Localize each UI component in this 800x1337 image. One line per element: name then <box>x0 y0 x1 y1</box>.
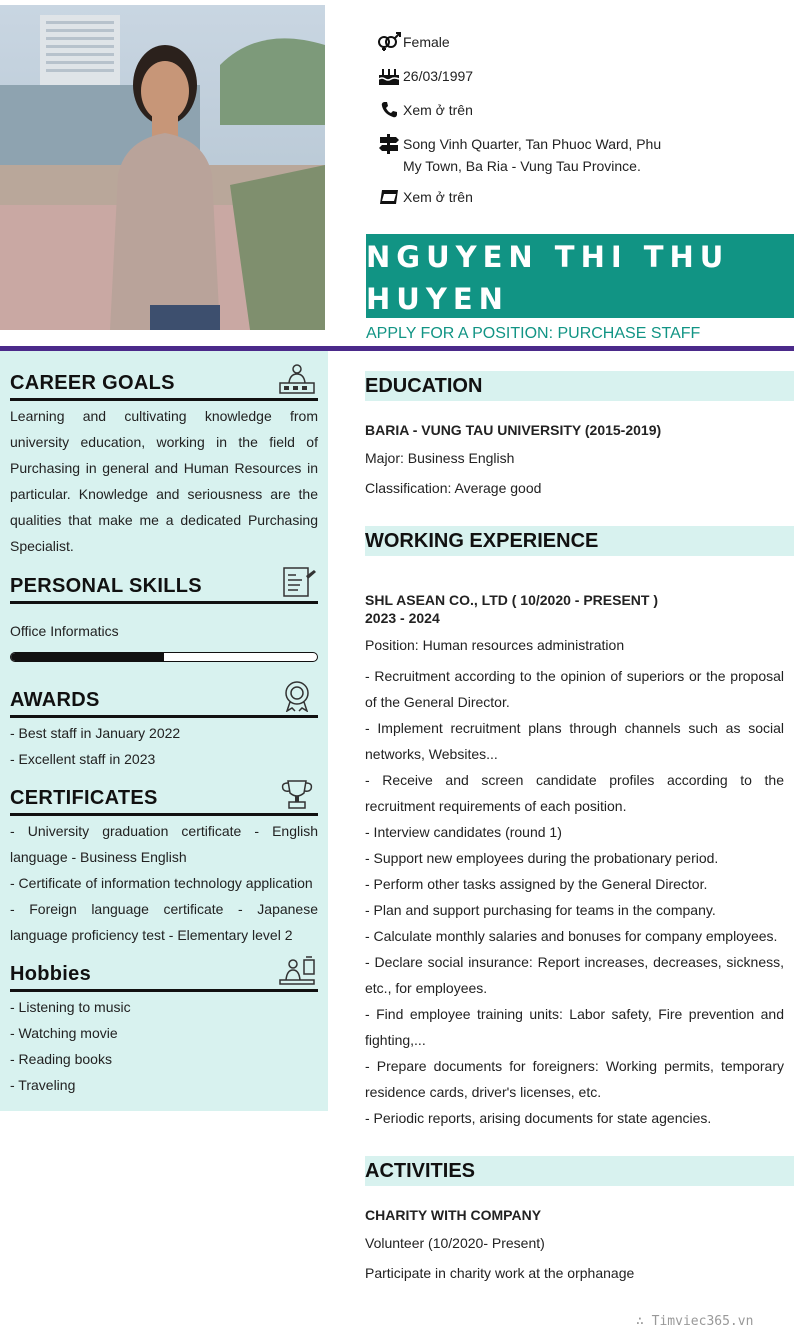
signpost-icon <box>375 133 403 155</box>
certificates-header <box>10 783 318 816</box>
hobby-item: - Reading books <box>10 1051 112 1067</box>
education-school: BARIA - VUNG TAU UNIVERSITY (2015-2019) <box>365 422 662 438</box>
personal-skills-section <box>10 571 318 644</box>
presenter-icon <box>276 363 318 395</box>
duty-item: - Interview candidates (round 1) <box>365 824 562 840</box>
hobby-item: - Traveling <box>10 1077 76 1093</box>
left-panel <box>0 351 328 1111</box>
experience-company: SHL ASEAN CO., LTD ( 10/2020 - PRESENT ) <box>365 592 659 608</box>
hobbies-title: Hobbies <box>10 963 91 985</box>
experience-position: Position: Human resources administration <box>365 637 625 653</box>
certificates-section <box>10 783 318 948</box>
education-major: Major: Business English <box>365 450 515 466</box>
birthday-cake-icon <box>375 65 403 87</box>
duty-item: - Find employee training units: Labor safety, Fire prevention and fighting,... <box>365 1006 784 1048</box>
duty-item: - Perform other tasks assigned by the General Director. <box>365 876 708 892</box>
activity-role: Volunteer (10/2020- Present) <box>365 1235 545 1251</box>
certificate-item: - Foreign language certificate - Japanese language proficiency test - Elementary level 2 <box>10 901 318 943</box>
skill-level-fill <box>11 653 164 661</box>
education-header <box>365 371 794 401</box>
duty-item: - Calculate monthly salaries and bonuses for company employees. <box>365 928 778 944</box>
hobby-icon <box>276 954 318 986</box>
duty-item: - Support new employees during the probationary period. <box>365 850 719 866</box>
certificate-item: - Certificate of information technology application <box>10 875 313 891</box>
experience-period: 2023 - 2024 <box>365 610 440 626</box>
contact-phone <box>375 99 675 121</box>
hobbies-header <box>10 959 318 992</box>
career-goals-section <box>10 368 318 559</box>
hobbies-section <box>10 959 318 1098</box>
watermark-text: ∴ Timviec365.vn <box>636 1314 754 1329</box>
contact-email <box>375 186 675 208</box>
medal-icon <box>276 680 318 712</box>
experience-header <box>365 526 794 556</box>
apply-position: APPLY FOR A POSITION: PURCHASE STAFF <box>366 325 701 342</box>
gender-icon <box>375 31 403 53</box>
experience-title: WORKING EXPERIENCE <box>365 530 599 552</box>
award-item: - Excellent staff in 2023 <box>10 751 156 767</box>
contact-gender <box>375 31 675 53</box>
skill-name: Office Informatics <box>10 623 119 639</box>
phone-icon <box>375 99 403 121</box>
duty-item: - Plan and support purchasing for teams in the company. <box>365 902 716 918</box>
education-classification: Classification: Average good <box>365 480 542 496</box>
contact-address <box>375 133 675 177</box>
activities-title: ACTIVITIES <box>365 1160 476 1182</box>
certificate-item: - University graduation certificate - English language - Business English <box>10 823 318 865</box>
duty-item: - Periodic reports, arising documents for state agencies. <box>365 1110 712 1126</box>
career-goals-text: Learning and cultivating knowledge from university education, working in the field of Purchasing in general and Human Resources in particular. Knowledge and seriousness are the qualities that make me a dedicated Purchasing Specialist. <box>10 408 318 554</box>
duty-item: - Implement recruitment plans through channels such as social networks, Websites... <box>365 720 784 762</box>
awards-title: AWARDS <box>10 689 100 711</box>
birthday-text: 26/03/1997 <box>403 68 474 84</box>
hobby-item: - Listening to music <box>10 999 131 1015</box>
personal-skills-header <box>10 571 318 604</box>
duty-item: - Recruitment according to the opinion of superiors or the proposal of the General Director. <box>365 668 784 710</box>
duty-item: - Declare social insurance: Report increases, decreases, sickness, etc., for employees. <box>365 954 784 996</box>
envelope-icon <box>375 186 403 208</box>
personal-skills-title: PERSONAL SKILLS <box>10 575 202 597</box>
activity-org: CHARITY WITH COMPANY <box>365 1207 542 1223</box>
experience-duties <box>365 663 784 1131</box>
education-title: EDUCATION <box>365 375 483 397</box>
career-goals-header <box>10 368 318 401</box>
awards-section <box>10 685 318 772</box>
duty-item: - Prepare documents for foreigners: Working permits, temporary residence cards, driver's licenses, etc. <box>365 1058 784 1100</box>
activity-desc: Participate in charity work at the orphanage <box>365 1265 635 1281</box>
contact-birthday <box>375 65 675 87</box>
awards-header <box>10 685 318 718</box>
award-item: - Best staff in January 2022 <box>10 725 181 741</box>
profile-photo <box>0 5 325 330</box>
address-text: Song Vinh Quarter, Tan Phuoc Ward, Phu My Town, Ba Ria - Vung Tau Province. <box>403 136 662 174</box>
duty-item: - Receive and screen candidate profiles according to the recruitment requirements of each position. <box>365 772 784 814</box>
email-text: Xem ở trên <box>403 189 473 205</box>
skill-level-bar <box>10 652 318 662</box>
gender-text: Female <box>403 34 450 50</box>
full-name: NGUYEN THI THU HUYEN <box>366 234 794 318</box>
certificates-title: CERTIFICATES <box>10 787 158 809</box>
phone-text: Xem ở trên <box>403 102 473 118</box>
hobby-item: - Watching movie <box>10 1025 118 1041</box>
trophy-icon <box>276 778 318 810</box>
career-goals-title: CAREER GOALS <box>10 372 175 394</box>
document-pen-icon <box>276 566 318 598</box>
activities-header <box>365 1156 794 1186</box>
